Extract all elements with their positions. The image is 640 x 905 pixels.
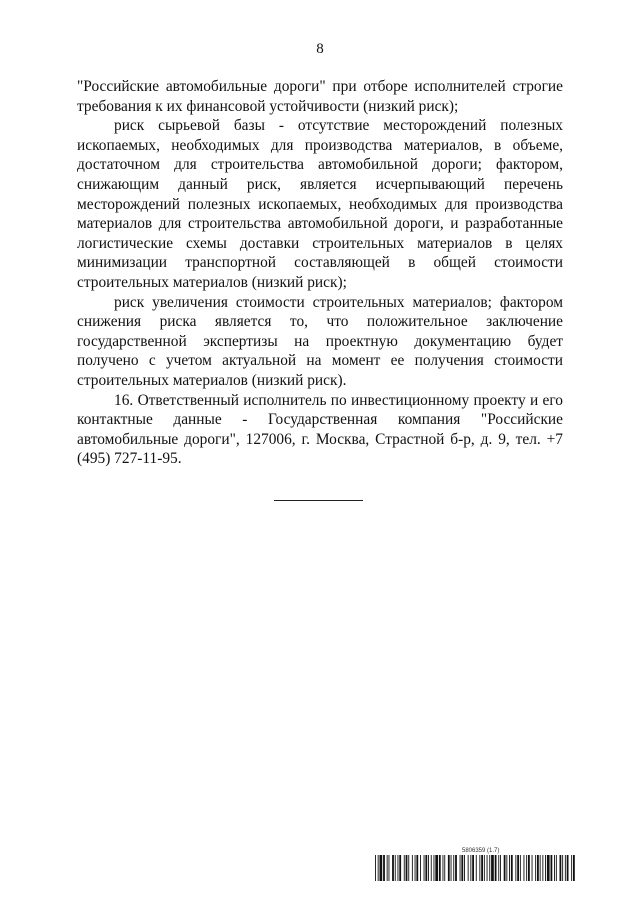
paragraph-responsible-executor: 16. Ответственный исполнитель по инвестиционному проекту и его контактные данные - Государственная компания "Российские автомобильные дороги", 127006, г. Москва, Страстной б-р, д. 9, тел. +7 (495) 727-11-95. [77,391,563,468]
end-of-text-rule [274,500,363,501]
page-number: 8 [316,41,324,57]
document-code: 5806359 (1.7) [462,848,500,854]
barcode [375,855,575,881]
paragraph-continuation: "Российские автомобильные дороги" при отборе исполнителей строгие требования к их финансовой устойчивости (низкий риск); [77,78,563,115]
paragraph-material-cost-risk: риск увеличения стоимости строительных материалов; фактором снижения риска является то, что положительное заключение государственной экспертизы на проектную документацию будет получено с учетом актуальной на момент ее получения стоимости строительных материалов (низкий риск). [77,293,563,389]
document-body [77,77,563,469]
paragraph-raw-material-risk: риск сырьевой базы - отсутствие месторождений полезных ископаемых, необходимых для производства материалов, в объеме, достаточном для строительства автомобильной дороги; фактором, снижающим данный риск, является исчерпывающий перечень месторождений полезных ископаемых, необходимых для производства материалов для строительства автомобильной дороги, и разработанные логистические схемы доставки строительных материалов в целях минимизации транспортной составляющей в общей стоимости строительных материалов (низкий риск); [77,117,563,291]
